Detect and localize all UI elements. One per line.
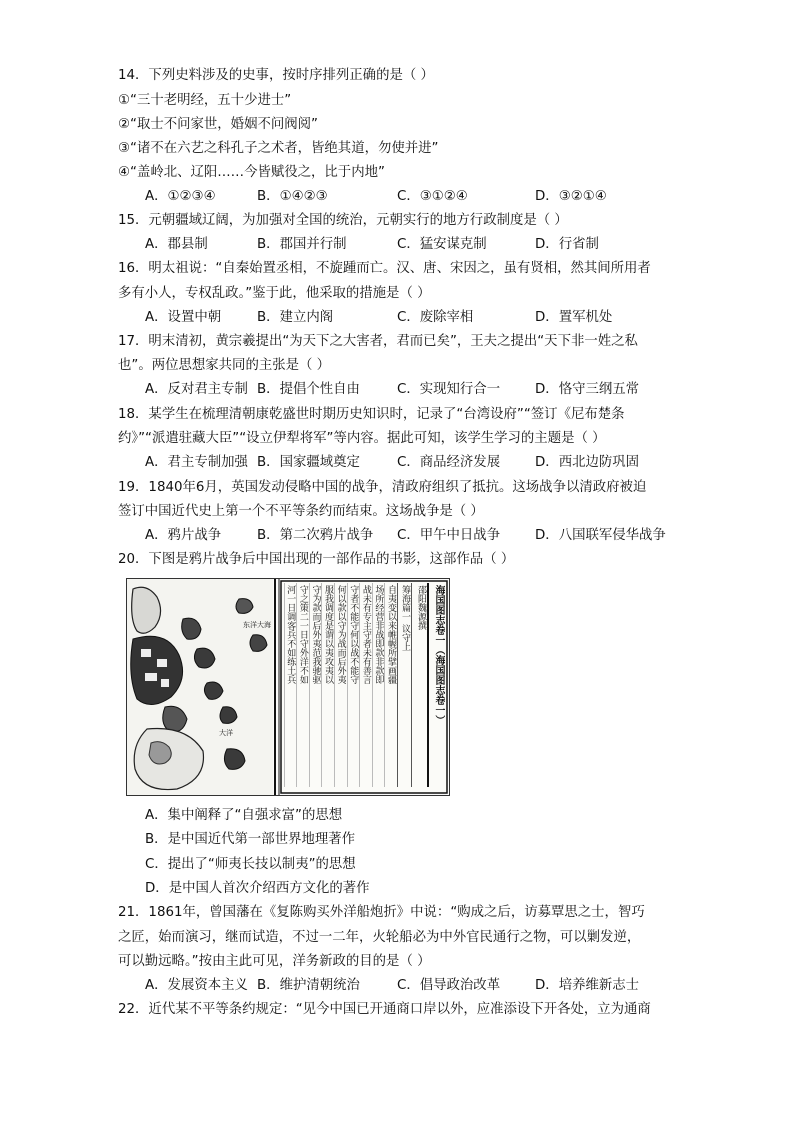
q20-option-c: C．提出了“师夷长技以制夷”的思想	[145, 857, 356, 872]
q17-option-a: A．反对君主专制	[145, 382, 248, 397]
q15-option-a: A．郡县制	[145, 237, 208, 252]
q18-option-d: D．西北边防巩固	[535, 455, 640, 470]
q20-option-a: A．集中阐释了“自强求富”的思想	[145, 808, 343, 823]
book-title-column: 海国图志卷一（海国图志卷一）	[427, 583, 445, 787]
q21-stem-line-3: 可以勤远略。”按由主此可见，洋务新政的目的是（ ）	[118, 954, 431, 969]
q19-option-a: A．鸦片战争	[145, 528, 222, 543]
book-text-column: 何以款以守为战而后外夷	[334, 583, 347, 787]
book-section-column: 筹海篇一 议守上	[397, 583, 411, 787]
q15-stem: 15．元朝疆域辽阔，为加强对全国的统治，元朝实行的地方行政制度是（ ）	[118, 213, 568, 228]
q19-option-c: C．甲午中日战争	[397, 528, 501, 543]
q14-option-d: D．③②①④	[535, 189, 607, 204]
q19-option-b: B．第二次鸦片战争	[257, 528, 374, 543]
book-text-column: 守为款而后外夷范我驰驱	[309, 583, 322, 787]
book-author-column: 邵阳魏源撰	[411, 583, 427, 787]
q17-option-b: B．提倡个性自由	[257, 382, 360, 397]
q15-option-c: C．猛安谋克制	[397, 237, 487, 252]
q16-stem-line-2: 多有小人，专权乱政。”鉴于此，他采取的措施是（ ）	[118, 286, 431, 301]
q14-option-a: A．①②③④	[145, 189, 216, 204]
q16-option-b: B．建立内阁	[257, 310, 334, 325]
q20-option-b: B．是中国近代第一部世界地理著作	[145, 832, 356, 847]
q18-stem-line-2: 约》”“派遣驻藏大臣”“设立伊犁将军”等内容。据此可知，该学生学习的主题是（ ）	[118, 431, 606, 446]
q21-stem-line-2: 之匠，始而演习，继而试造，不过一二年，火轮船必为中外官民通行之物，可以剿发逆，	[118, 930, 641, 945]
book-text-column: 场所经营非战即款非款即	[372, 583, 385, 787]
q21-option-a: A．发展资本主义	[145, 978, 248, 993]
q16-stem-line-1: 16．明太祖说：“自秦始置丞相，不旋踵而亡。汉、唐、宋因之，虽有贤相，然其间所用者	[118, 261, 651, 276]
book-page-figure	[126, 578, 450, 796]
q19-stem-line-2: 签订中国近代史上第一个不平等条约而结束。这场战争是（ ）	[118, 504, 484, 519]
q15-option-b: B．郡国并行制	[257, 237, 347, 252]
q21-option-b: B．维护清朝统治	[257, 978, 360, 993]
q18-stem-line-1: 18．某学生在梳理清朝康乾盛世时期历史知识时，记录了“台湾设府”“签订《尼布楚条	[118, 407, 625, 422]
map-illustration	[127, 579, 273, 795]
q16-option-a: A．设置中朝	[145, 310, 222, 325]
q18-option-a: A．君主专制加强	[145, 455, 248, 470]
book-text-column: 守之策二一日守外洋不如	[296, 583, 309, 787]
q22-stem-line-1: 22．近代某不平等条约规定：“见今中国已开通商口岸以外，应准添设下开各处，立为通商	[118, 1002, 651, 1017]
q20-stem: 20．下图是鸦片战争后中国出现的一部作品的书影，这部作品（ ）	[118, 552, 515, 567]
book-text-column: 战未有专主守者未有善言	[359, 583, 372, 787]
q14-option-c: C．③①②④	[397, 189, 468, 204]
book-text-column: 服我调度是谓以夷攻夷以	[321, 583, 334, 787]
q14-item-4: ④“盖岭北、辽阳……今皆赋役之，比于内地”	[118, 165, 385, 180]
q21-option-d: D．培养维新志士	[535, 978, 640, 993]
q14-option-b: B．①④②③	[257, 189, 328, 204]
q17-stem-line-1: 17．明末清初，黄宗羲提出“为天下之大害者，君而已矣”，王夫之提出“天下非一姓之私	[118, 334, 638, 349]
book-text-column: 守者不能守何以战不能守	[347, 583, 360, 787]
q14-item-3: ③“诸不在六艺之科孔子之术者，皆绝其道，勿使并进”	[118, 141, 439, 156]
q18-option-c: C．商品经济发展	[397, 455, 501, 470]
q16-option-d: D．置军机处	[535, 310, 613, 325]
q14-item-1: ①“三十老明经，五十少进士”	[118, 93, 292, 108]
q15-option-d: D．行省制	[535, 237, 599, 252]
q19-stem-line-1: 19．1840年6月，英国发动侵略中国的战争，清政府组织了抵抗。这场战争以清政府被迫	[118, 480, 647, 495]
map-label-1: 东洋大海	[243, 621, 271, 629]
q20-option-d: D．是中国人首次介绍西方文化的著作	[145, 881, 370, 896]
book-text-column: 自夷变以来帷幄所擘画疆	[384, 583, 397, 787]
q21-stem-line-1: 21．1861年，曾国藩在《复陈购买外洋船炮折》中说：“购成之后，访募覃思之士，智巧	[118, 905, 645, 920]
book-text-column: 河一日调客兵不如练土兵	[284, 583, 297, 787]
text-columns	[283, 583, 445, 791]
q17-stem-line-2: 也”。两位思想家共同的主张是（ ）	[118, 358, 331, 373]
q16-option-c: C．废除宰相	[397, 310, 474, 325]
q17-option-d: D．恪守三纲五常	[535, 382, 640, 397]
q14-stem: 14．下列史料涉及的史事，按时序排列正确的是（ ）	[118, 68, 434, 83]
q14-item-2: ②“取士不问家世，婚姻不问阀阅”	[118, 117, 318, 132]
q21-option-c: C．倡导政治改革	[397, 978, 501, 993]
map-label-2: 大洋	[219, 729, 233, 737]
q18-option-b: B．国家疆域奠定	[257, 455, 360, 470]
q17-option-c: C．实现知行合一	[397, 382, 501, 397]
q19-option-d: D．八国联军侵华战争	[535, 528, 666, 543]
